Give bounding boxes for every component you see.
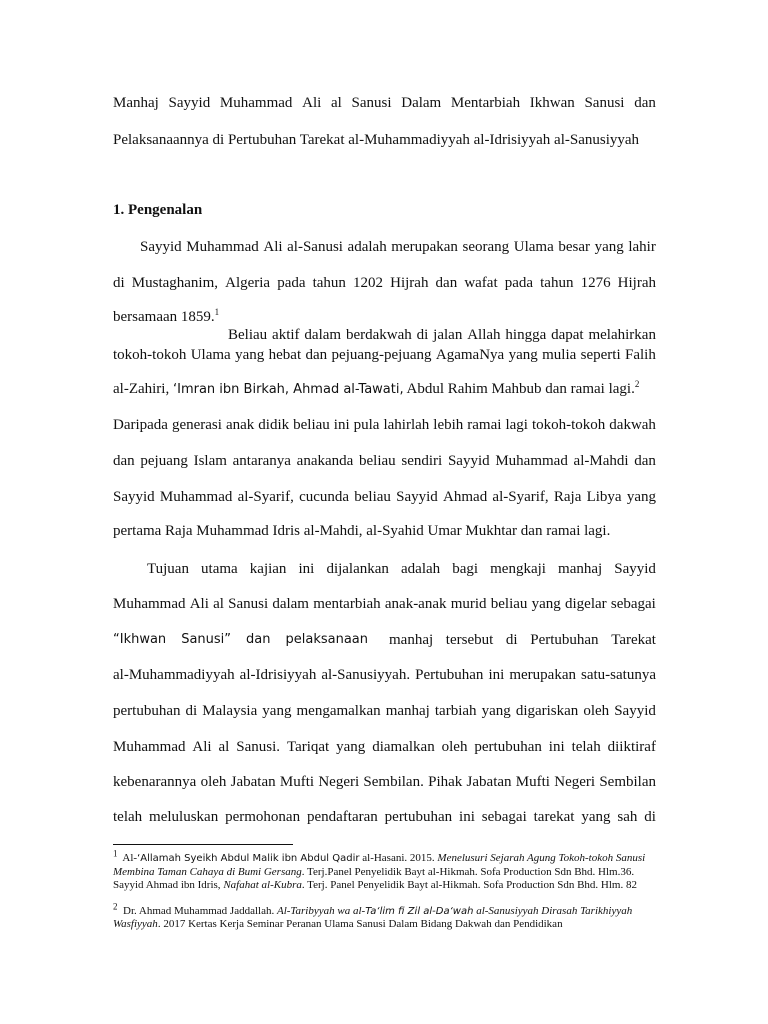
word: Sanusi. xyxy=(236,739,281,755)
word: murid xyxy=(450,596,487,612)
footnote-2-line-1 xyxy=(113,901,659,918)
word: satu-satunya xyxy=(581,667,656,683)
word: Pertubuhan xyxy=(530,632,599,648)
paragraph-2-line-1 xyxy=(147,560,656,578)
word: tahun xyxy=(312,275,346,291)
word: Ali xyxy=(189,596,209,612)
word: Beliau xyxy=(228,327,268,343)
word: sah xyxy=(617,809,638,825)
paragraph-2-line-8 xyxy=(113,808,656,826)
word: Ali xyxy=(263,239,283,255)
word: Pertubuhan xyxy=(415,667,484,683)
word: lebih xyxy=(433,417,464,433)
word: di xyxy=(505,632,518,648)
word: 1202 xyxy=(353,275,384,291)
word: Sayyid xyxy=(614,561,656,577)
word: yang xyxy=(531,596,561,612)
word: dan xyxy=(246,632,271,647)
word: berdakwah xyxy=(345,327,412,343)
footnote-1-number: 1 xyxy=(113,848,118,859)
word: manhaj xyxy=(389,632,434,648)
word: Negeri xyxy=(318,774,360,790)
title-word: Mentarbiah xyxy=(450,95,521,111)
word: beliau xyxy=(354,489,391,505)
word: bagi xyxy=(452,561,479,577)
paragraph-1-line-2 xyxy=(113,274,656,292)
word: “Ikhwan xyxy=(113,632,167,647)
word: sebagai xyxy=(481,809,527,825)
word: pertubuhan xyxy=(113,703,181,719)
word: yang xyxy=(581,809,611,825)
word: Malaysia xyxy=(202,703,258,719)
paragraph-2-line-5 xyxy=(113,702,656,720)
word: kajian xyxy=(249,561,287,577)
paragraph-1-line-5 xyxy=(113,380,656,399)
author-name: ‘Allamah Syeikh Abdul Malik ibn Abdul Qadir xyxy=(137,853,360,864)
text-span: al-Hasani. 2015. xyxy=(359,852,438,864)
footnote-ref-1[interactable]: 1 xyxy=(214,307,220,317)
word: Raja xyxy=(553,489,582,505)
book-title: Menelusuri Sejarah Agung Tokoh-tokoh Sanusi xyxy=(437,852,646,864)
word: Muhammad xyxy=(113,739,186,755)
word: wafat xyxy=(464,275,498,291)
word: yang xyxy=(508,347,538,363)
word: Ulama xyxy=(190,347,231,363)
word: yang xyxy=(594,239,624,255)
word: pada xyxy=(504,275,534,291)
word: pejuang-pejuang xyxy=(331,347,432,363)
word: Tujuan xyxy=(147,561,189,577)
book-title: Nafahat al-Kubra xyxy=(223,879,302,891)
word: al-Sanusiyyah. xyxy=(321,667,411,683)
footnote-1-line-1 xyxy=(113,848,659,865)
word: aktif xyxy=(272,327,300,343)
word: beliau xyxy=(359,453,396,469)
book-title-transliterated: Ta‘lim fi Zil al-Da‘wah xyxy=(365,906,474,917)
word: telah xyxy=(571,739,601,755)
footnote-1-line-2 xyxy=(113,866,659,879)
word: beliau xyxy=(293,417,330,433)
word: oleh xyxy=(441,739,468,755)
word: melahirkan xyxy=(588,327,656,343)
footnote-1-line-3 xyxy=(113,879,659,892)
word: di xyxy=(416,327,429,343)
paragraph-1-line-1 xyxy=(140,238,656,256)
title-word: al xyxy=(330,95,342,111)
word: generasi xyxy=(171,417,222,433)
word: dijalankan xyxy=(326,561,389,577)
word: Sanusi xyxy=(228,596,269,612)
word: mentarbiah xyxy=(313,596,381,612)
word: anak xyxy=(225,417,255,433)
word: Sayyid xyxy=(447,453,490,469)
word: Ulama xyxy=(513,239,554,255)
word: jalan xyxy=(433,327,463,343)
word: Ahmad xyxy=(443,489,488,505)
paragraph-2-line-6 xyxy=(113,738,656,756)
word: Sayyid xyxy=(396,489,438,505)
title-word: Sayyid xyxy=(168,95,211,111)
word: utama xyxy=(201,561,238,577)
word: oleh xyxy=(583,703,610,719)
word: adalah xyxy=(401,561,441,577)
word: Islam xyxy=(193,453,227,469)
word: pertubuhan xyxy=(384,809,453,825)
word: Negeri xyxy=(554,774,596,790)
word: tokoh-tokoh xyxy=(113,347,187,363)
word: seorang xyxy=(462,239,510,255)
word: Muhammad xyxy=(186,239,259,255)
word: yang xyxy=(235,347,265,363)
word: Sembilan. xyxy=(363,774,424,790)
word: tarbiah xyxy=(434,703,477,719)
word: ini xyxy=(548,739,565,755)
book-title: al-Sanusiyyah Dirasah Tarikhiyyah xyxy=(473,905,633,917)
word: yang xyxy=(336,739,366,755)
word: hingga xyxy=(505,327,547,343)
word: ini xyxy=(333,417,350,433)
title-word: Dalam xyxy=(401,95,442,111)
title-line-2: Pelaksanaannya di Pertubuhan Tarekat al-Muhammadiyyah al-Idrisiyyah al-Sanusiyyah xyxy=(113,132,640,148)
word: al-Syarif, xyxy=(237,489,294,505)
word: al-Idrisiyyah xyxy=(239,667,317,683)
word: tahun xyxy=(540,275,574,291)
word: Jabatan xyxy=(230,774,276,790)
footnote-divider xyxy=(113,844,293,845)
word: lagi xyxy=(505,417,528,433)
text-span: . Terj. Panel Penyelidik Bayt al-Hikmah. Sofa Production Sdn Bhd. Hlm. 82 xyxy=(301,879,637,891)
word: Hijrah xyxy=(390,275,429,291)
book-title-cont: Wasfiyyah xyxy=(113,918,158,930)
title-word: Ikhwan xyxy=(529,95,575,111)
word: Mustaghanim, xyxy=(131,275,219,291)
word: al xyxy=(213,596,224,612)
word: sebagai xyxy=(610,596,656,612)
word: yang xyxy=(262,703,292,719)
word: lahir xyxy=(628,239,656,255)
word: Sayyid xyxy=(614,703,656,719)
word: Tariqat xyxy=(286,739,330,755)
paragraph-1-line-3 xyxy=(113,307,656,343)
word: hebat xyxy=(268,347,302,363)
word: dan xyxy=(634,453,656,469)
word: Tarekat xyxy=(611,632,656,648)
word: dan xyxy=(305,347,328,363)
word: tokoh-tokoh xyxy=(531,417,606,433)
text-span: al-Zahiri, xyxy=(113,381,173,397)
word: seperti xyxy=(580,347,621,363)
paragraph-2-line-7 xyxy=(113,773,656,791)
word: Sembilan xyxy=(599,774,656,790)
word: anak-anak xyxy=(384,596,447,612)
word: yang xyxy=(626,489,656,505)
word: pejuang xyxy=(140,453,188,469)
word: digariskan xyxy=(515,703,579,719)
word: Sanusi” xyxy=(181,632,232,647)
word: Muhammad xyxy=(159,489,233,505)
title-word: dan xyxy=(634,95,656,111)
paragraph-2-line-2 xyxy=(113,595,656,613)
section-heading: 1. Pengenalan xyxy=(113,202,203,218)
word: pada xyxy=(277,275,306,291)
word: pertubuhan xyxy=(474,739,542,755)
word: adalah xyxy=(347,239,387,255)
title-word: Sanusi xyxy=(584,95,625,111)
word: diamalkan xyxy=(372,739,435,755)
word: dalam xyxy=(304,327,342,343)
paragraph-2-line-4 xyxy=(113,666,656,684)
word: al xyxy=(218,739,230,755)
word: al-Syarif, xyxy=(492,489,549,505)
text-span: . Terj.Panel Penyelidik Bayt al-Hikmah. Sofa Production Sdn Bhd. Hlm.36. xyxy=(301,866,635,878)
word: Mufti xyxy=(515,774,550,790)
word: ini xyxy=(298,561,315,577)
footnote-ref-2[interactable]: 2 xyxy=(634,379,640,389)
text-span: bersamaan 1859. xyxy=(113,309,215,325)
word: tersebut xyxy=(445,632,494,648)
book-title: Al-Taribyyah wa al- xyxy=(276,905,366,917)
word: pula xyxy=(353,417,380,433)
word: besar xyxy=(558,239,590,255)
word: al-Muhammadiyyah xyxy=(113,667,235,683)
word: merupakan xyxy=(391,239,458,255)
word: Sayyid xyxy=(113,489,155,505)
book-title-cont: Membina Taman Cahaya di Bumi Gersang xyxy=(113,866,302,878)
word: di xyxy=(644,809,656,825)
word: Ali xyxy=(192,739,212,755)
word: digelar xyxy=(565,596,607,612)
word: dan xyxy=(113,453,135,469)
word: al-Mahdi xyxy=(573,453,629,469)
word: ramai xyxy=(467,417,502,433)
title-line-1 xyxy=(113,94,656,112)
paragraph-1-line-7 xyxy=(113,452,656,470)
word: dan xyxy=(435,275,458,291)
word: Muhammad xyxy=(113,596,186,612)
word: permohonan xyxy=(225,809,301,825)
word: ini xyxy=(488,667,505,683)
text-span: . 2017 Kertas Kerja Seminar Peranan Ulama Sanusi Dalam Bidang Dakwah dan Pendidikan xyxy=(157,918,563,930)
word: pendaftaran xyxy=(306,809,378,825)
transliterated-names: ‘Imran ibn Birkah, Ahmad al-Tawati, xyxy=(172,382,404,397)
word: mengamalkan xyxy=(296,703,381,719)
word: telah xyxy=(113,809,143,825)
ikhwan-sanusi-phrase xyxy=(113,631,368,649)
footnote-2-line-2 xyxy=(113,918,659,931)
word: tarekat xyxy=(533,809,575,825)
word: dapat xyxy=(551,327,584,343)
word: mengkaji xyxy=(490,561,546,577)
word: dalam xyxy=(272,596,309,612)
word: Pihak xyxy=(428,774,463,790)
word: Daripada xyxy=(113,417,168,433)
word: merupakan xyxy=(509,667,576,683)
paragraph-1-line-8 xyxy=(113,488,656,506)
paragraph-1-line-9: pertama Raja Muhammad Idris al-Mahdi, al-Syahid Umar Mukhtar dan ramai lagi. xyxy=(113,523,611,539)
word: al-Sanusi xyxy=(287,239,343,255)
word: beliau xyxy=(490,596,528,612)
text-span: Al- xyxy=(122,852,138,864)
paragraph-1-line-4 xyxy=(113,346,656,364)
word: Sayyid xyxy=(140,239,182,255)
word: Hijrah xyxy=(617,275,656,291)
word: Jabatan xyxy=(466,774,512,790)
title-word: Manhaj xyxy=(113,95,159,111)
word: Mufti xyxy=(279,774,315,790)
word: Falih xyxy=(625,347,656,363)
word: pelaksanaan xyxy=(285,632,368,647)
word: manhaj xyxy=(385,703,430,719)
text-span: Sayyid Ahmad ibn Idris, xyxy=(113,879,224,891)
word: lahirlah xyxy=(383,417,430,433)
word: ini xyxy=(459,809,475,825)
text-span: Abdul Rahim Mahbub dan ramai lagi. xyxy=(403,381,635,397)
word: di xyxy=(113,275,125,291)
paragraph-1-line-6 xyxy=(113,416,656,434)
word: kebenarannya xyxy=(113,774,197,790)
word: Algeria xyxy=(225,275,271,291)
word: Muhammad xyxy=(495,453,568,469)
word: oleh xyxy=(200,774,227,790)
title-word: Ali xyxy=(302,95,322,111)
title-word: Sanusi xyxy=(351,95,392,111)
word: anakanda xyxy=(296,453,354,469)
text-span: Dr. Ahmad Muhammad Jaddallah. xyxy=(123,905,277,917)
word: cucunda xyxy=(299,489,350,505)
word: diiktiraf xyxy=(607,739,656,755)
word: AgamaNya xyxy=(435,347,505,363)
word: mulia xyxy=(542,347,577,363)
footnote-2-number: 2 xyxy=(113,901,118,912)
word: 1276 xyxy=(580,275,611,291)
title-word: Muhammad xyxy=(219,95,293,111)
word: manhaj xyxy=(558,561,603,577)
word: sendiri xyxy=(401,453,443,469)
word: meluluskan xyxy=(149,809,219,825)
word: di xyxy=(185,703,198,719)
word: yang xyxy=(481,703,511,719)
word: Libya xyxy=(586,489,622,505)
word: didik xyxy=(258,417,290,433)
word: dakwah xyxy=(609,417,656,433)
word: antaranya xyxy=(232,453,291,469)
text-span xyxy=(389,631,656,649)
word: Allah xyxy=(467,327,501,343)
